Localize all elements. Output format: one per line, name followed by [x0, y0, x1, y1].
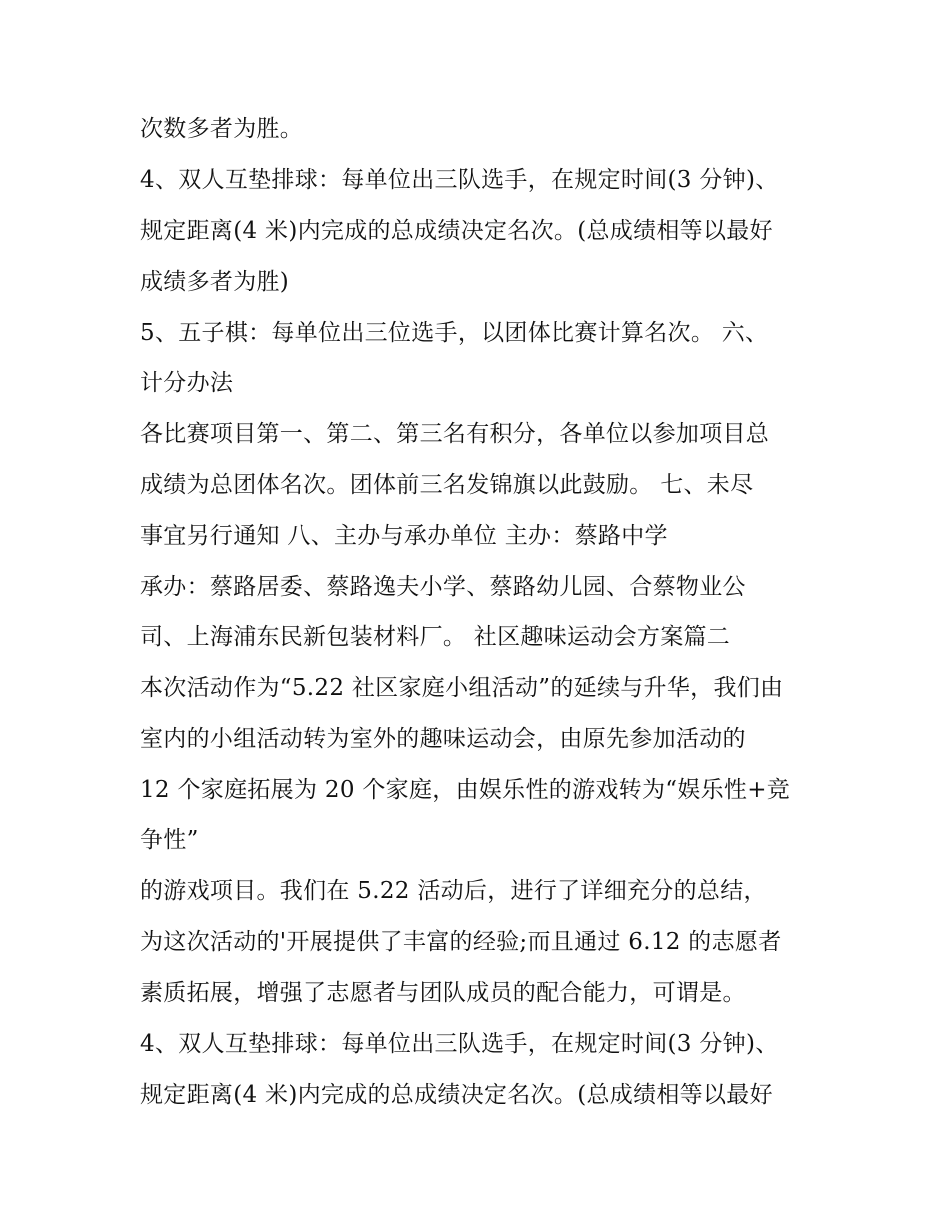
text-line: 事宜另行通知 八、主办与承办单位 主办：蔡路中学	[140, 523, 668, 549]
text-line: 司、上海浦东民新包装材料厂。 社区趣味运动会方案篇二	[140, 624, 731, 650]
text-line: 成绩为总团体名次。团体前三名发锦旗以此鼓励。 七、未尽	[140, 472, 754, 498]
text-line: 素质拓展，增强了志愿者与团队成员的配合能力，可谓是。	[140, 980, 746, 1006]
text-line: 室内的小组活动转为室外的趣味运动会，由原先参加活动的	[140, 726, 746, 752]
text-line: 4、双人互垫排球：每单位出三队选手，在规定时间(3 分钟)、	[140, 167, 779, 193]
text-line: 次数多者为胜。	[140, 116, 304, 142]
text-line: 规定距离(4 米)内完成的总成绩决定名次。(总成绩相等以最好	[140, 218, 773, 244]
text-line: 的游戏项目。我们在 5.22 活动后，进行了详细充分的总结，	[140, 878, 767, 904]
text-line: 12 个家庭拓展为 20 个家庭，由娱乐性的游戏转为“娱乐性+竞	[140, 777, 791, 803]
text-line: 规定距离(4 米)内完成的总成绩决定名次。(总成绩相等以最好	[140, 1082, 773, 1108]
text-line: 5、五子棋：每单位出三位选手，以团体比赛计算名次。 六、	[140, 320, 769, 346]
text-line: 计分办法	[140, 370, 234, 396]
text-line: 本次活动作为“5.22 社区家庭小组活动”的延续与升华，我们由	[140, 675, 784, 701]
text-line: 4、双人互垫排球：每单位出三队选手，在规定时间(3 分钟)、	[140, 1031, 779, 1057]
text-line: 承办：蔡路居委、蔡路逸夫小学、蔡路幼儿园、合蔡物业公	[140, 574, 746, 600]
text-line: 成绩多者为胜)	[140, 269, 290, 295]
text-line: 各比赛项目第一、第二、第三名有积分，各单位以参加项目总	[140, 421, 770, 447]
text-line: 争性”	[140, 827, 199, 853]
text-line: 为这次活动的'开展提供了丰富的经验;而且通过 6.12 的志愿者	[140, 929, 782, 955]
